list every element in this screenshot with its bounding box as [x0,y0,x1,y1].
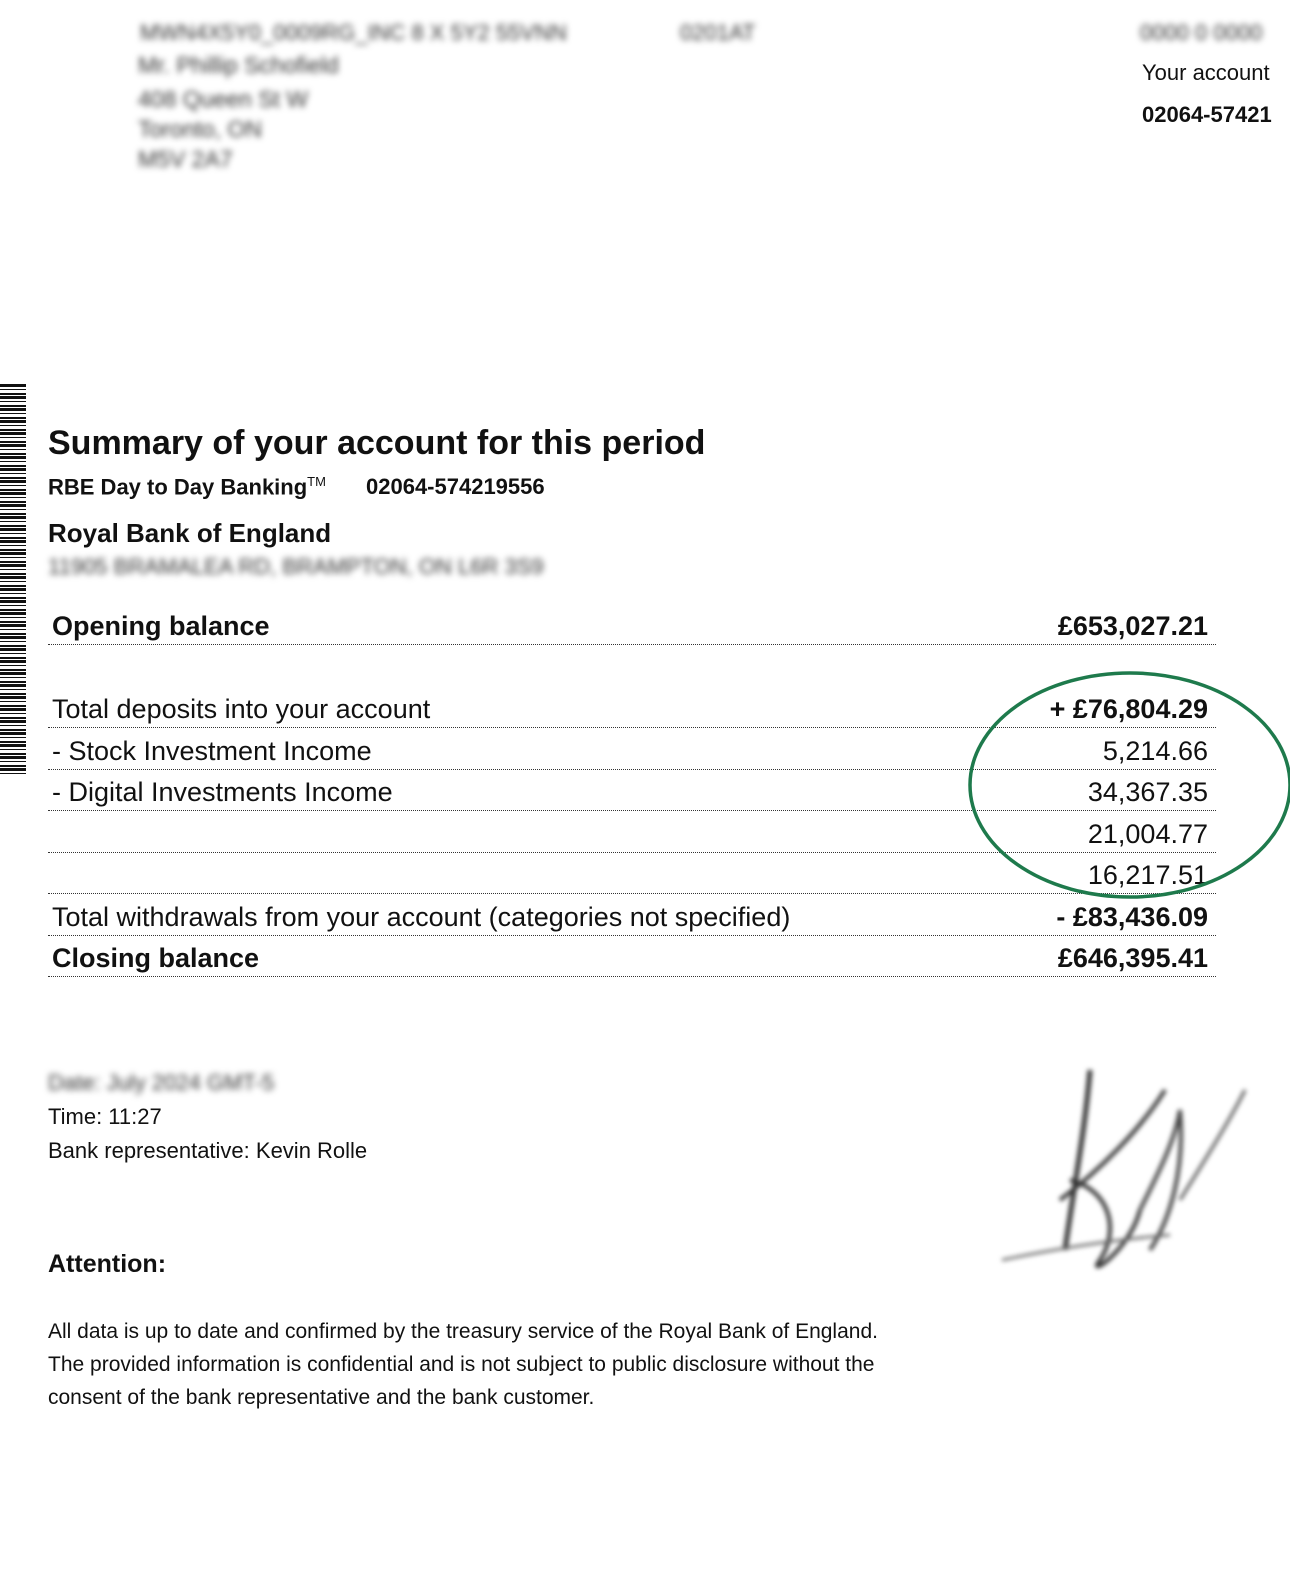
statement-time: Time: 11:27 [48,1104,162,1129]
product-name: RBE Day to Day Banking [48,474,308,500]
row-amount: £646,395.41 [1057,943,1208,973]
address-line-1: 408 Queen St W [138,86,309,112]
reference-code-2: 0201AT [680,20,756,45]
bank-name: Royal Bank of England [48,518,332,548]
summary-title: Summary of your account for this period [48,424,706,462]
attention-line-3: consent of the bank representative and the bank customer. [48,1386,595,1409]
attention-line-2: The provided information is confidential and is not subject to public disclosure without the [48,1353,875,1376]
row-amount: - £83,436.09 [1056,902,1208,932]
row-amount: 16,217.51 [1087,860,1208,890]
account-number: 02064-574219556 [366,474,545,499]
statement-date: Date: July 2024 GMT-5 [48,1070,275,1095]
attention-heading: Attention: [48,1250,167,1278]
row-amount: £653,027.21 [1057,611,1208,641]
address-line-3: M5V 2A7 [138,146,233,172]
customer-name: Mr. Phillip Schofield [138,52,339,78]
row-amount: + £76,804.29 [1049,694,1208,724]
row-label: Closing balance [52,943,260,973]
bank-representative: Bank representative: Kevin Rolle [48,1138,368,1163]
reference-code: MWN4X5Y0_0009RG_INC 8 X 5Y2 55VNN [140,20,567,45]
row-label: - Stock Investment Income [52,736,372,766]
bank-address: 11905 BRAMALEA RD, BRAMPTON, ON L6R 3S9 [48,554,544,579]
row-amount: 21,004.77 [1087,819,1208,849]
trademark-mark: TM [307,474,326,489]
row-label: - Digital Investments Income [52,777,393,807]
row-amount: 5,214.66 [1102,736,1208,766]
address-line-2: Toronto, ON [138,116,262,142]
row-label: Opening balance [52,611,270,641]
top-right-code: 0000 0 0000 [1140,20,1263,45]
your-account-label: Your account [1142,60,1270,85]
attention-line-1: All data is up to date and confirmed by the treasury service of the Royal Bank of England. [48,1320,878,1343]
row-label: Total withdrawals from your account (categories not specified) [52,902,791,932]
highlight-circle [970,673,1290,897]
signature-image [990,1050,1270,1290]
your-account-number: 02064-57421 [1142,102,1272,127]
row-amount: 34,367.35 [1087,777,1208,807]
row-label: Total deposits into your account [52,694,431,724]
